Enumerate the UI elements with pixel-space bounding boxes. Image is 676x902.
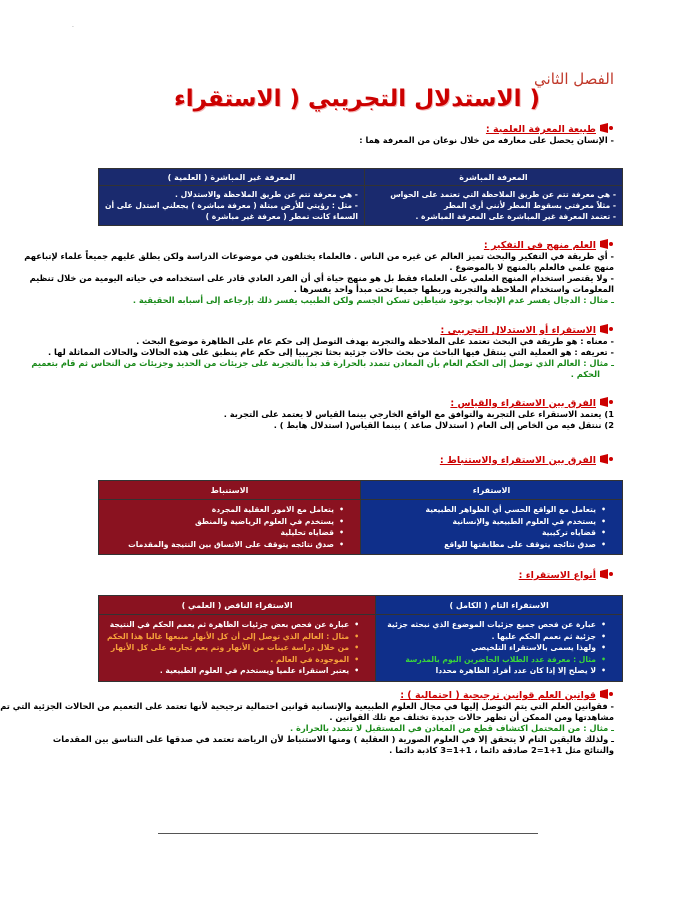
section-heading: الفرق بين الاستقراء والقياس : bbox=[450, 398, 596, 409]
section-heading: الاستقراء أو الاستدلال التجريبي : bbox=[440, 325, 596, 336]
knowledge-table bbox=[98, 168, 623, 226]
deduction-cell: • يتعامل مع الامور العقلية المجردة • يستخدم في العلوم الرياضية والمنطق • قضاياه تحليلية • صدق نتائجه يتوقف على الاتساق بين النتيجة والمقدمات bbox=[99, 500, 361, 555]
example-label: ـ مثال : bbox=[583, 295, 614, 305]
speaker-hand-icon bbox=[598, 453, 614, 468]
page-speck: . bbox=[72, 22, 74, 29]
incomplete-induction-cell: • عبارة عن فحص بعض جزئيات الظاهرة ثم يعمم الحكم في النتيجة • مثال : العالم الذي توصل إلى أن كل الأنهار منبعها غالبا هذا الحكم • من خلال دراسة عينات من الأنهار وتم يعم تجاربه على كل الأنهار • الموجودة في العالم . • يعتبر استقراء علميا ويستخدم في العلوم الطبيعية . bbox=[99, 615, 376, 682]
section-text: - الإنسان يحصل على معارفه من خلال نوعان من المعرفة هما : bbox=[359, 135, 614, 145]
induction-types-table bbox=[98, 595, 623, 682]
table-header-deduction: الاستنباط bbox=[99, 481, 361, 500]
section-induction-types bbox=[94, 570, 614, 581]
direct-knowledge-cell: - هي معرفة تتم عن طريق الملاحظة التي تعتمد على الحواس - مثلاً معرفتي بسقوط المطر لأنني أرى المطر - تعتمد المعرفة غير المباشرة على المعرفة المباشرة . bbox=[364, 186, 622, 226]
table-header-indirect: المعرفة غير المباشرة ( العلمية ) bbox=[99, 169, 365, 186]
example-text: من المحتمل اكتشاف قطع من المعادن في المستقبل لا تتمدد بالحرارة . bbox=[290, 723, 581, 733]
footer-divider bbox=[158, 833, 538, 834]
section-probabilistic-laws: قوانين العلم قوانين ترجيحية ( احتمالية ) : - فقوانين العلم التي يتم التوصل إليها في مجال العلوم الطبيعية والإنسانية قوانين احتمالية ترجيحية لأنها تعتمد على التعميم من الحالات الجزئية التي تم مشاهدتها ومن الممكن أن تظهر حالات جديدة تختلف مع تلك القوانين . ـ مثال : من المحتمل اكتشاف قطع من المعادن في المستقبل لا تتمدد بالحرارة . ـ ولذلك فاليقين التام لا يتحقق إلا في العلوم الصورية ( العقلية ) ومنها الاستنباط لأن الرياضة تعتمد في صدقها على التناسق بين المقدمات والنتائج مثل 1+1=2 صادقة دائما ، 1+1=3 كاذبة دائما . bbox=[0, 690, 614, 755]
speaker-hand-icon bbox=[598, 568, 614, 583]
example-label: ـ مثال : bbox=[583, 358, 614, 368]
table-header-direct: المعرفة المباشرة bbox=[364, 169, 622, 186]
chapter-label: الفصل الثاني bbox=[534, 70, 614, 88]
speaker-hand-icon bbox=[598, 396, 614, 411]
section-heading: أنواع الاستقراء : bbox=[518, 570, 596, 581]
section-heading: طبيعة المعرفة العلمية : bbox=[485, 124, 596, 135]
speaker-hand-icon bbox=[598, 688, 614, 703]
section-induction-vs-deduction bbox=[94, 455, 614, 466]
section-heading: العلم منهج في التفكير : bbox=[483, 240, 596, 251]
table-header-complete: الاستقراء التام ( الكامل ) bbox=[376, 596, 623, 615]
indirect-knowledge-cell: - هي معرفة تتم عن طريق الملاحظة والاستدلال . - مثل : رؤيتي للأرض مبتلة ( معرفة مباشرة ) يجعلني استدل على أن السماء كانت تمطر ( معرفة غير مباشرة ) bbox=[99, 186, 365, 226]
table-header-incomplete: الاستقراء الناقص ( العلمي ) bbox=[99, 596, 376, 615]
induction-cell: • يتعامل مع الواقع الحسي أي الظواهر الطبيعية • يستخدم في العلوم الطبيعية والإنسانية • قضاياه تركيبية • صدق نتائجه يتوقف على مطابقتها للواقع bbox=[361, 500, 623, 555]
section-heading: قوانين العلم قوانين ترجيحية ( احتمالية ) : bbox=[400, 690, 596, 701]
speaker-hand-icon bbox=[598, 122, 614, 137]
section-science-method: العلم منهج في التفكير : - أي طريقة في التفكير والبحث تميز العالم عن غيره من الناس . فالعلماء يختلفون في موضوعات الدراسة ولكن يطلق عليهم جميعاً علماء لإتباعهم منهج علمي فالعلم بالمنهج لا بالموضوع . - ولا يقتصر استخدام المنهج العلمي على العلماء فقط بل هو منهج حياة أي أن الفرد العادي قادر على استخدامه في حياته اليومية من خلال تنظيم المعلومات واستخدام الملاحظة والتجربة وربطها جميعا تحت مبدأ واحد يفسرها . ـ مثال : الدجال يفسر عدم الإنجاب بوجود شياطين تسكن الجسم ولكن الطبيب يفسر ذلك بإرجاعه إلى أسبابه الحقيقية . bbox=[24, 240, 614, 305]
complete-induction-cell: • عبارة عن فحص جميع جزئيات الموضوع الذي نبحثه جزئية • جزئية ثم نعمم الحكم عليها . • ولهذا يسمى بالاستقراء التلخيصي • مثال : معرفة عدد الطلاب الحاضرين اليوم بالمدرسة • لا يصلح إلا إذا كان عدد أفراد الظاهرة محددا bbox=[376, 615, 623, 682]
section-induction-vs-analogy: الفرق بين الاستقراء والقياس : 1) يعتمد الاستقراء على التجربة والتوافق مع الواقع الخارجي بينما القياس لا يعتمد على التجربة . 2) ننتقل فيه من الخاص إلى العام ( استدلال صاعد ) بينما القياس( استدلال هابط ) . bbox=[223, 398, 614, 430]
table-header-induction: الاستقراء bbox=[361, 481, 623, 500]
speaker-hand-icon bbox=[598, 238, 614, 253]
section-induction: الاستقراء أو الاستدلال التجريبي : - معناه : هو طريقة في البحث تعتمد على الملاحظة والتجربة بهدف التوصل إلى حكم عام على الظاهرة موضوع البحث . - تعريفه : هو العملية التي ينتقل فيها الباحث من بحث حالات جزئية بحثا تجريبيا إلى حكم عام ينطبق على هذه الحالات والحالات المماثلة لها . ـ مثال : العالم الذي توصل إلى الحكم العام بأن المعادن تتمدد بالحرارة قد بدأ بالتجربة على جزيئات من الحديد وجزيئات من النحاس ثم قام بتعميم الحكم . bbox=[31, 325, 614, 379]
speaker-hand-icon bbox=[598, 323, 614, 338]
example-text: الدجال يفسر عدم الإنجاب بوجود شياطين تسكن الجسم ولكن الطبيب يفسر ذلك بإرجاعه إلى أسبابه الحقيقية . bbox=[132, 295, 581, 305]
section-knowledge bbox=[94, 124, 614, 146]
page-title: ( الاستدلال التجريبي ( الاستقراء bbox=[173, 86, 541, 112]
example-label: ـ مثال : bbox=[583, 723, 614, 733]
example-text: العالم الذي توصل إلى الحكم العام بأن المعادن تتمدد بالحرارة قد بدأ بالتجربة على جزيئات من الحديد وجزيئات من النحاس ثم قام بتعميم bbox=[31, 358, 581, 368]
section-heading: الفرق بين الاستقراء والاستنباط : bbox=[439, 455, 596, 466]
induction-deduction-table bbox=[98, 480, 623, 555]
